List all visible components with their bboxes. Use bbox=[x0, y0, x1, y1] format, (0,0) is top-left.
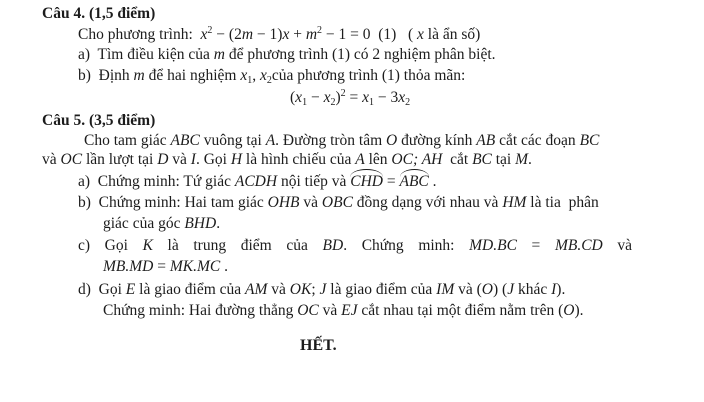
question-5b-line2: giác của góc BHD. bbox=[103, 215, 221, 232]
question-5c-line1: c) Gọi K là trung điểm của BD. Chứng minh: MD.BC = MB.CD và bbox=[78, 237, 632, 254]
equation-1: $x^2 - (2m - 1)x + m^2 - 1 = 0$ bbox=[200, 25, 375, 43]
question-5b-line1 bbox=[78, 193, 599, 213]
question-5a bbox=[78, 172, 437, 192]
question-4b bbox=[78, 66, 465, 86]
question-4-title: Câu 4. (1,5 điểm) bbox=[42, 5, 156, 22]
question-4a bbox=[78, 45, 496, 65]
angle-abc: ABC bbox=[399, 173, 429, 190]
part-text: Gọi E là giao điểm của AM và OK; J là giao điểm của IM và (O) (J khác I). bbox=[98, 281, 566, 298]
part-text: Tìm điều kiện của m để phương trình (1) có 2 nghiệm phân biệt. bbox=[97, 46, 496, 63]
question-5d-line2: Chứng minh: Hai đường thẳng OC và EJ cắt nhau tại một điểm nằm trên (O). bbox=[103, 302, 584, 319]
intro-prefix: Cho phương trình: bbox=[78, 26, 193, 43]
part-label: b) bbox=[78, 194, 91, 211]
question-5c-line2: MB.MD = MK.MC . bbox=[103, 258, 228, 275]
question-5d-line1 bbox=[78, 280, 565, 300]
question-5-intro-line1: Cho tam giác ABC vuông tại A. Đường tròn tâm O đường kính AB cắt các đoạn BC bbox=[84, 132, 600, 149]
end-marker: HẾT. bbox=[300, 337, 337, 354]
question-4b-condition: $(x_1 - x_2)^2 = x_1 - 3x_2$ bbox=[290, 88, 411, 108]
unknown-note: ( x là ẩn số) bbox=[400, 26, 481, 43]
part-label: c) bbox=[78, 237, 91, 254]
equation-label: (1) bbox=[378, 26, 397, 43]
part-text: Định m để hai nghiệm $x_1$, $x_2của$ phương trình (1) thỏa mãn: bbox=[98, 67, 466, 86]
part-label: d) bbox=[78, 281, 91, 298]
question-5-intro-line2: và OC lần lượt tại D và I. Gọi H là hình chiếu của A lên OC; AH cắt BC tại M. bbox=[42, 151, 532, 168]
question-5-title: Câu 5. (3,5 điểm) bbox=[42, 112, 156, 129]
angle-chd: CHD bbox=[350, 173, 383, 190]
part-label: a) bbox=[78, 46, 91, 63]
part-text: Chứng minh: Tứ giác ACDH nội tiếp và CHD = ABC . bbox=[97, 173, 437, 190]
part-label: a) bbox=[78, 173, 91, 190]
part-label: b) bbox=[78, 67, 91, 84]
question-4-intro bbox=[78, 25, 480, 45]
part-text: Chứng minh: Hai tam giác OHB và OBC đồng dạng với nhau và HM là tia phân bbox=[98, 194, 599, 211]
